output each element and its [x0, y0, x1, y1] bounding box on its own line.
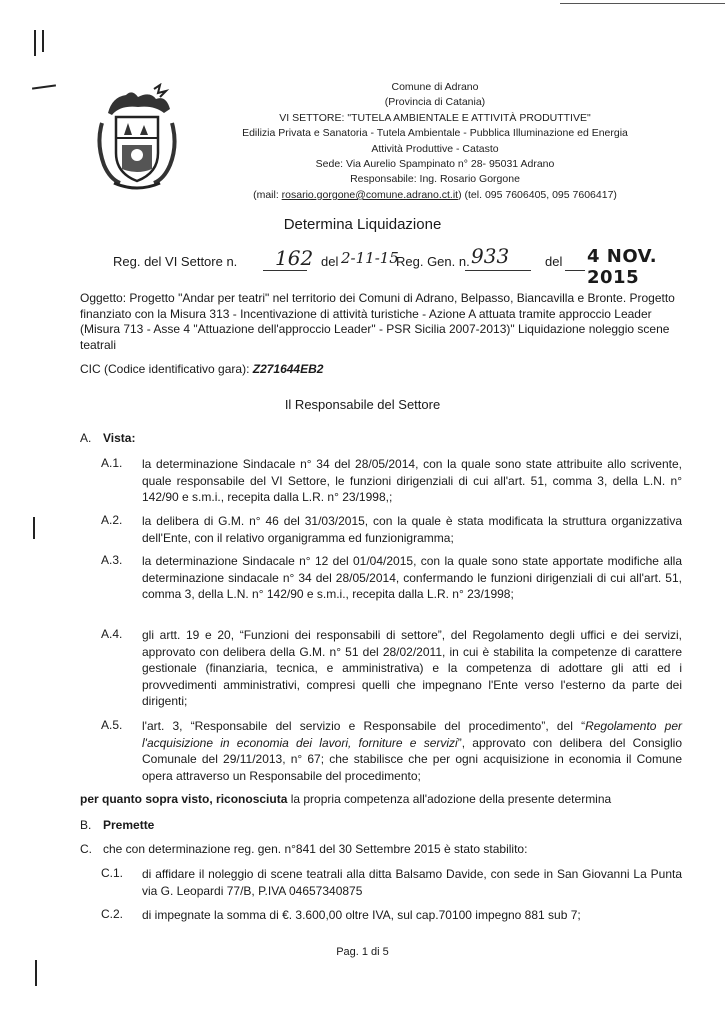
document-title: Determina Liquidazione — [283, 216, 442, 233]
item-number: A.5. — [101, 718, 123, 732]
section-a-letter: A. — [80, 431, 92, 445]
item-number: C.1. — [101, 866, 124, 880]
underline — [465, 270, 531, 271]
date-stamp: 4 NOV. 2015 — [587, 246, 658, 288]
header-line: (Provincia di Catania) — [384, 96, 486, 109]
item-c1-text: di affidare il noleggio di scene teatrali alla ditta Balsamo Davide, con sede in San Giovanni La Punta via G. Leopardi 77/B, P.IVA 04657340875 — [142, 867, 682, 898]
item-a1-text: la determinazione Sindacale n° 34 del 28/05/2014, con la quale sono state attribuite allo scrivente, quale responsabile del VI Settore, le funzioni dirigenziali di cui all'art. 51, comma 3, della L.N. n° 142/90 e s.m.i., recepita dalla L.R. n° 23/1998,; — [142, 457, 682, 504]
header-line: Responsabile: Ing. Rosario Gorgone — [350, 173, 520, 186]
coat-of-arms-seal — [94, 83, 180, 193]
regolamento-title: Regolamento per l'acquisizione in economia dei lavori, forniture e servizi — [142, 719, 682, 750]
item-a5-text — [142, 718, 682, 784]
mail-prefix: (mail: — [253, 188, 282, 201]
riconosciuta-bold: per quanto sopra visto, riconosciuta — [80, 792, 288, 806]
cig-line — [80, 362, 323, 376]
scan-border-line — [560, 3, 725, 4]
item-number: A.2. — [101, 513, 123, 527]
item-a4-text: gli artt. 19 e 20, “Funzioni dei responsabili di settore”, del Regolamento degli uffici e dei servizi, approvato con delibera della G.M. n° 51 del 28/02/2011, in cui è stabilita la competenze di carattere gestionale (finanziaria, tecnica, e amministrativa) e la competenza di adottare gli atti ed i provvedimenti amministrativi, compresi quelli che impegnano l'Ente verso l'esterno da parte dei dirigenti; — [142, 628, 682, 708]
header-line: VI SETTORE: "TUTELA AMBIENTALE E ATTIVITÀ PRODUTTIVE" — [279, 111, 591, 124]
margin-mark — [33, 517, 35, 539]
cig-code: Z271644EB2 — [252, 362, 324, 376]
responsabile-heading: Il Responsabile del Settore — [284, 397, 441, 412]
del2-label: del — [545, 254, 563, 269]
riconosciuta-rest: la propria competenza all'adozione della presente determina — [287, 792, 612, 806]
phone-numbers: ) (tel. 095 7606405, 095 7606417) — [458, 188, 617, 201]
header-contact-line — [190, 188, 680, 203]
header-line: Sede: Via Aurelio Spampinato n° 28- 95031 Adrano — [315, 158, 555, 171]
oggetto-paragraph: Oggetto: Progetto "Andar per teatri" nel territorio dei Comuni di Adrano, Belpasso, Biancavilla e Bronte. Progetto finanziato con la Misura 313 - Incentivazione di attività turistiche - Azione A attuata tramite approccio Leader (Misura 713 - Asse 4 "Attuazione dell'approccio Leader" - PSR Sicilia 2007-2013)" Liquidazione noleggio scene teatrali — [80, 291, 675, 352]
section-b-label: Premette — [103, 818, 155, 832]
item-a2-text: la delibera di G.M. n° 46 del 31/03/2015, con la quale è stata modificata la struttura organizzativa dell'Ente, con il relativo organigramma ed funzionigramma; — [142, 514, 682, 545]
item-number: A.3. — [101, 553, 123, 567]
email-link[interactable]: rosario.gorgone@comune.adrano.ct.it — [281, 188, 459, 201]
settore-label: Reg. del VI Settore n. — [113, 254, 238, 269]
item-number: A.4. — [101, 627, 123, 641]
header-line: Comune di Adrano — [391, 81, 479, 93]
page-number: Pag. 1 di 5 — [336, 946, 389, 958]
cig-label: CIC (Codice identificativo gara): — [80, 362, 253, 376]
settore-number-handwritten: 162 — [275, 246, 314, 270]
item-a5-text-part: ”, approvato con delibera del Consiglio Comunale del 29/11/2013, n° 67; che stabilisce che per ogni acquisizione in economia il Comune opera attraverso un Responsabile del procedimento; — [142, 735, 682, 783]
riconosciuta-line — [80, 792, 611, 806]
underline — [565, 270, 585, 271]
item-c2-text: di impegnate la somma di €. 3.600,00 oltre IVA, sul cap.70100 impegno 881 sub 7; — [142, 908, 581, 922]
section-c-text: che con determinazione reg. gen. n°841 del 30 Settembre 2015 è stato stabilito: — [103, 842, 528, 856]
margin-mark — [34, 30, 36, 56]
del-label: del — [321, 254, 339, 269]
section-b-letter: B. — [80, 818, 92, 832]
registration-line — [113, 244, 698, 288]
section-c-letter: C. — [80, 842, 92, 856]
margin-mark — [42, 30, 44, 52]
item-number: C.2. — [101, 907, 124, 921]
item-number: A.1. — [101, 456, 123, 470]
municipality-header — [190, 80, 680, 203]
gen-number-handwritten: 933 — [471, 244, 510, 268]
header-line: Edilizia Privata e Sanatoria - Tutela Ambientale - Pubblica Illuminazione ed Energia — [242, 127, 628, 140]
item-a5-text-part: l'art. 3, “Responsabile del servizio e Responsabile del procedimento”, del “ — [142, 719, 586, 733]
margin-mark — [32, 84, 56, 89]
margin-mark — [35, 960, 37, 986]
header-line: Attività Produttive - Catasto — [371, 142, 499, 155]
section-a-label: Vista: — [103, 431, 136, 445]
underline — [263, 270, 307, 271]
item-a3-text: la determinazione Sindacale n° 12 del 01/04/2015, con la quale sono state apportate modifiche alla determinazione sindacale n° 34 del 28/05/2014, confermando le funzioni dirigenziali di cui all'art. 51, comma 3, della L.N. n° 142/90 e s.m.i., recepita dalla L.R. n° 23/1998; — [142, 554, 682, 601]
del-date-handwritten: 2-11-15 — [341, 249, 399, 267]
gen-label: Reg. Gen. n. — [396, 254, 470, 269]
